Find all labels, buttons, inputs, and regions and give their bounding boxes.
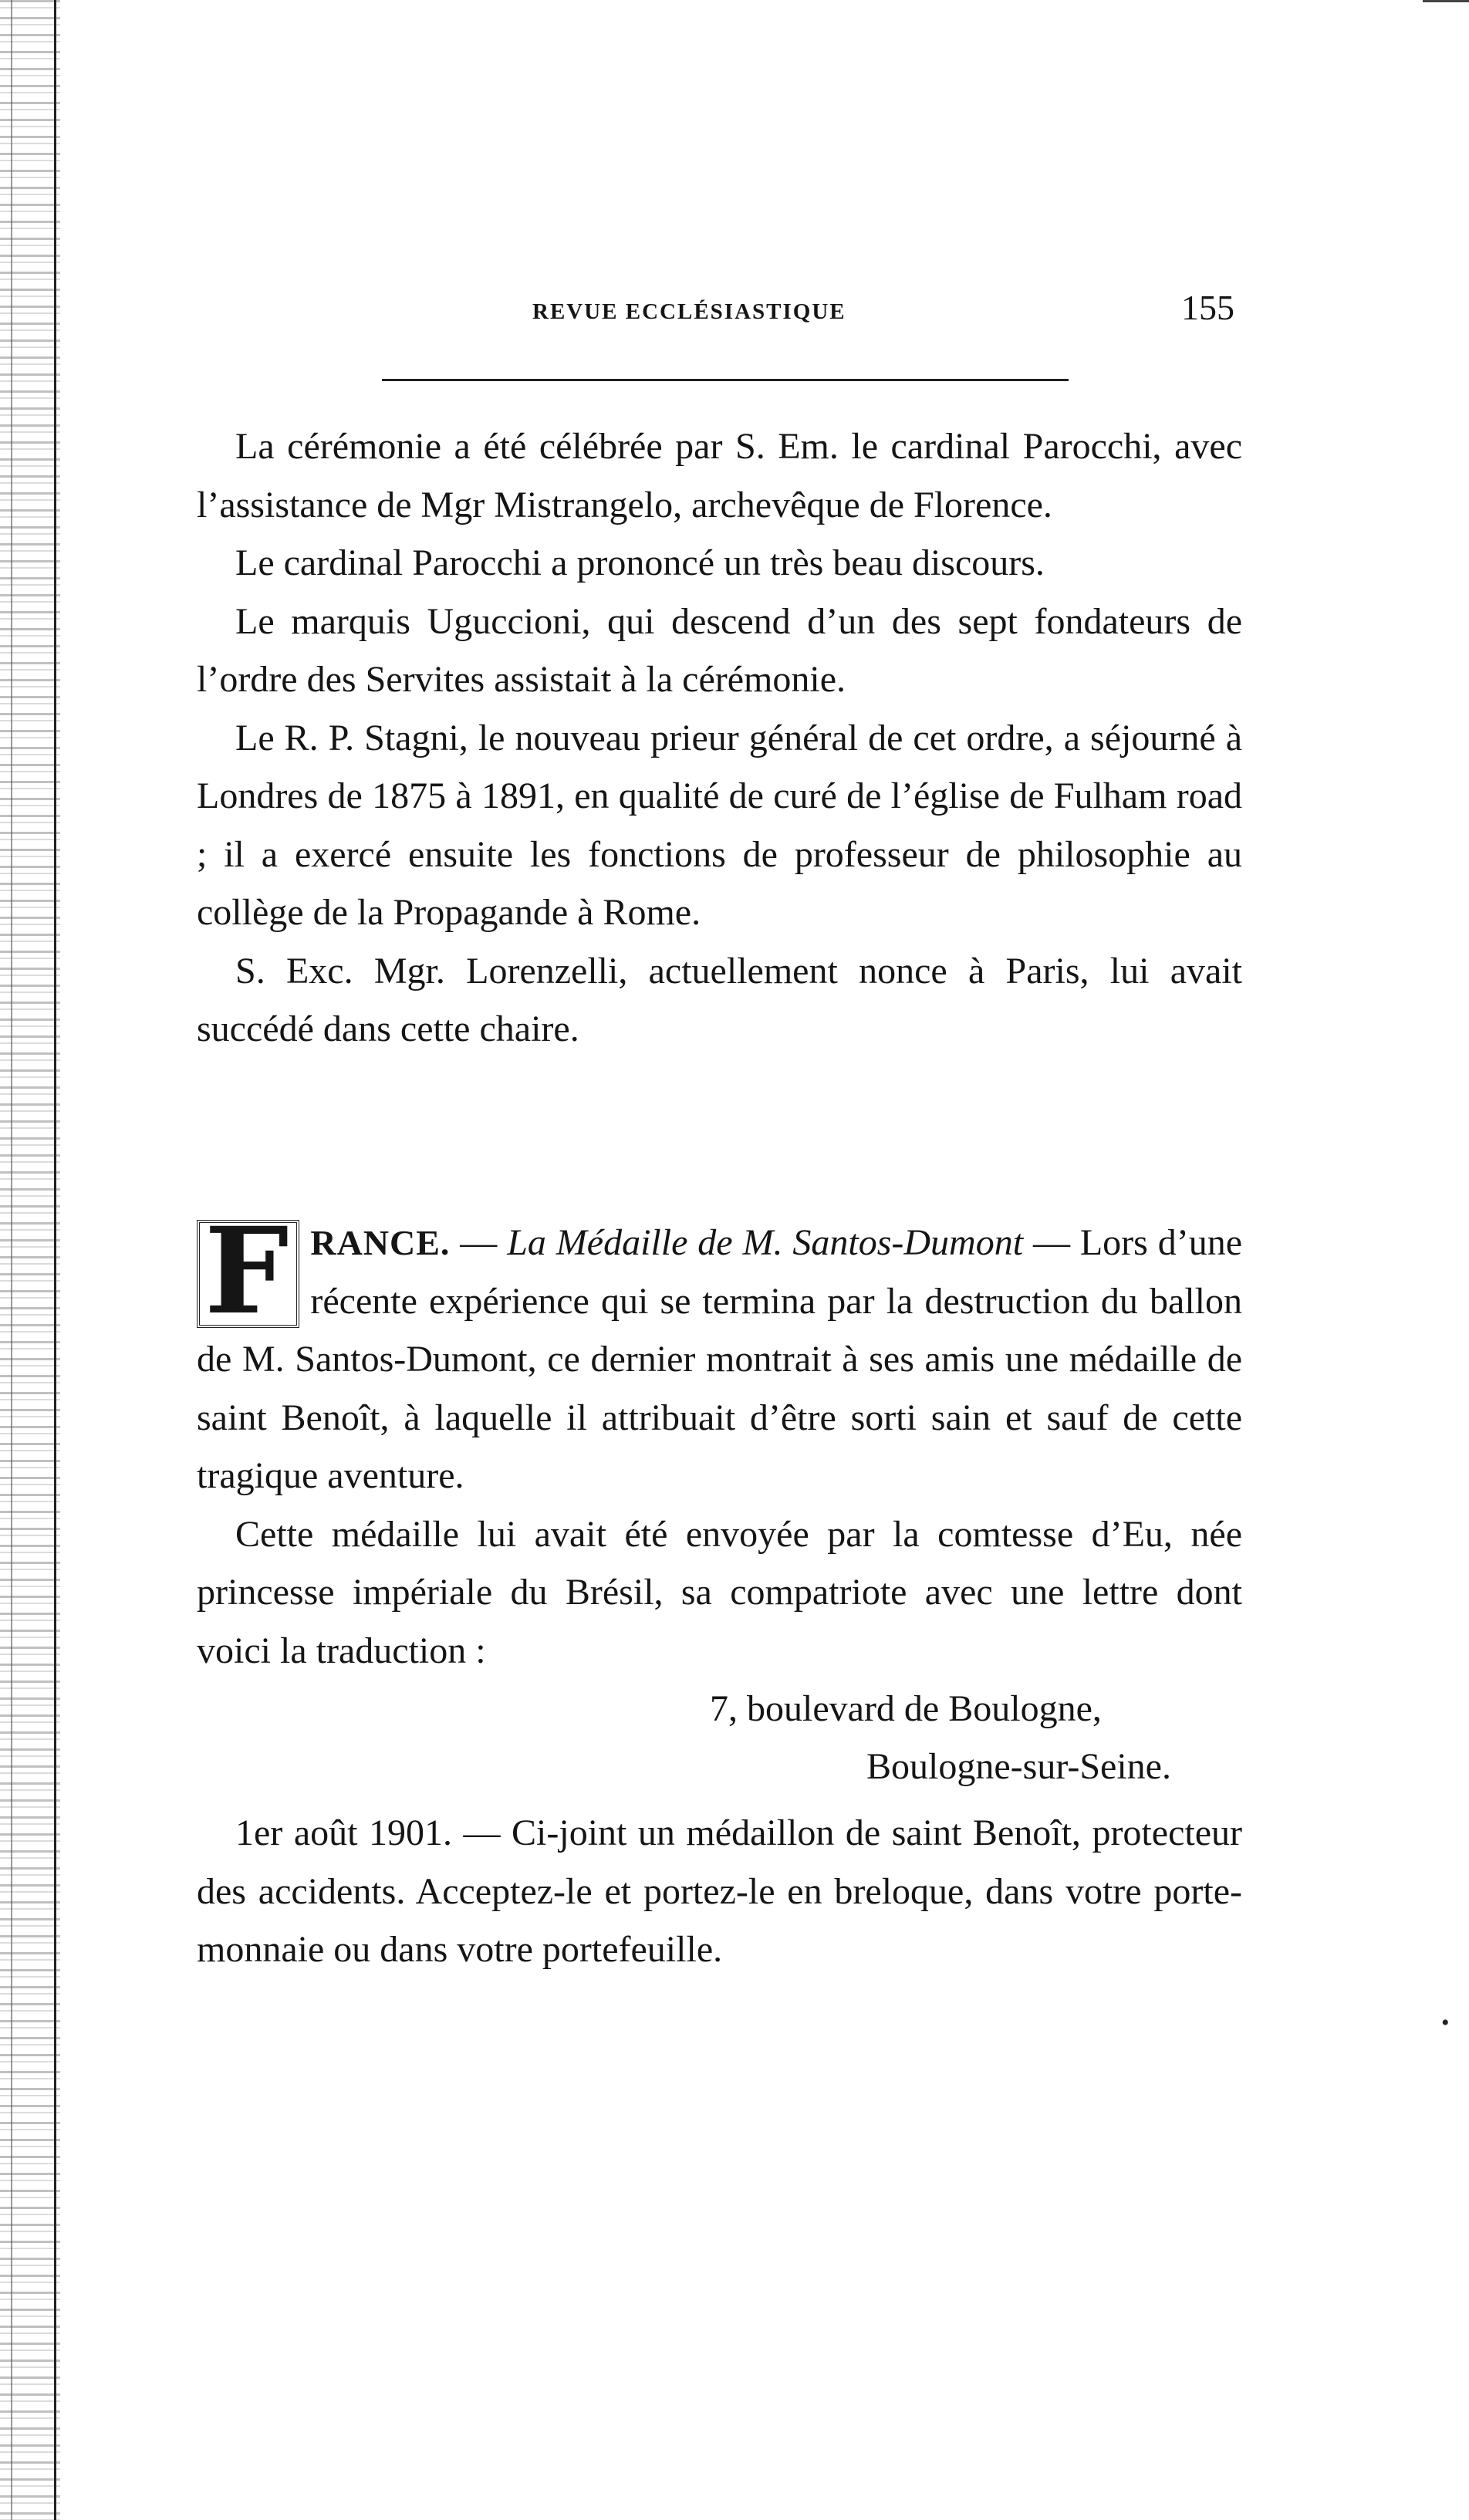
gutter-fold-line: [54, 0, 56, 2520]
section-france: [197, 1201, 1243, 1979]
paragraph: Le marquis Uguccioni, qui descend d’un des sept fondateurs de l’ordre des Servites assistait à la cérémonie.: [197, 600, 1242, 700]
page-number: 155: [1181, 288, 1234, 327]
page-header: [193, 287, 1234, 333]
section-first-paragraph: [197, 1201, 1243, 1505]
drop-cap-initial: F: [197, 1220, 299, 1328]
section-subtitle: La Médaille de M. Santos-Dumont: [507, 1222, 1024, 1263]
stray-ink-mark: •: [1441, 2010, 1450, 2035]
paragraph: Cette médaille lui avait été envoyée par la comtesse d’Eu, née princesse impériale du Brésil, sa compatriote avec une lettre dont voici la traduction :: [197, 1513, 1242, 1671]
gutter-edge-line: [11, 0, 12, 2520]
body-text-top: [197, 417, 1242, 1059]
address-line: 7, boulevard de Boulogne,: [710, 1688, 1102, 1729]
dash: —: [450, 1222, 508, 1263]
header-rule: [382, 379, 1069, 381]
paragraph: 1er août 1901. — Ci-joint un médaillon de saint Benoît, protecteur des accidents. Acceptez-le et portez-le en breloque, dans votre porte-monnaie ou dans votre portefeuille.: [197, 1812, 1242, 1970]
paragraph: Le cardinal Parocchi a prononcé un très beau discours.: [235, 542, 1045, 583]
paragraph: Le R. P. Stagni, le nouveau prieur général de cet ordre, a séjourné à Londres de 1875 à 1891, en qualité de curé de l’église de Fulham road ; il a exercé ensuite les fonctions de professeur de philosophie au collège de la Propagande à Rome.: [197, 717, 1242, 933]
running-head: REVUE ECCLÉSIASTIQUE: [532, 299, 846, 324]
paragraph: S. Exc. Mgr. Lorenzelli, actuellement nonce à Paris, lui avait succédé dans cette chaire.: [197, 950, 1242, 1049]
letter-address: [197, 1680, 1242, 1796]
paragraph-text: Lors d’une récente expérience qui se termina par la destruction du ballon de M. Santos-Dumont, ce dernier montrait à ses amis une médaille de saint Benoît, à laquelle il attribuait d’être sorti sain et sauf de cette tragique aventure.: [197, 1222, 1243, 1496]
binding-gutter: [0, 0, 60, 2520]
paragraph: La cérémonie a été célébrée par S. Em. le cardinal Parocchi, avec l’assistance de Mgr Mistrangelo, archevêque de Florence.: [197, 426, 1242, 525]
dash: —: [1023, 1222, 1070, 1263]
address-line: Boulogne-sur-Seine.: [866, 1746, 1171, 1787]
corner-mark: [1423, 0, 1469, 2]
section-heading: RANCE.: [310, 1223, 451, 1262]
